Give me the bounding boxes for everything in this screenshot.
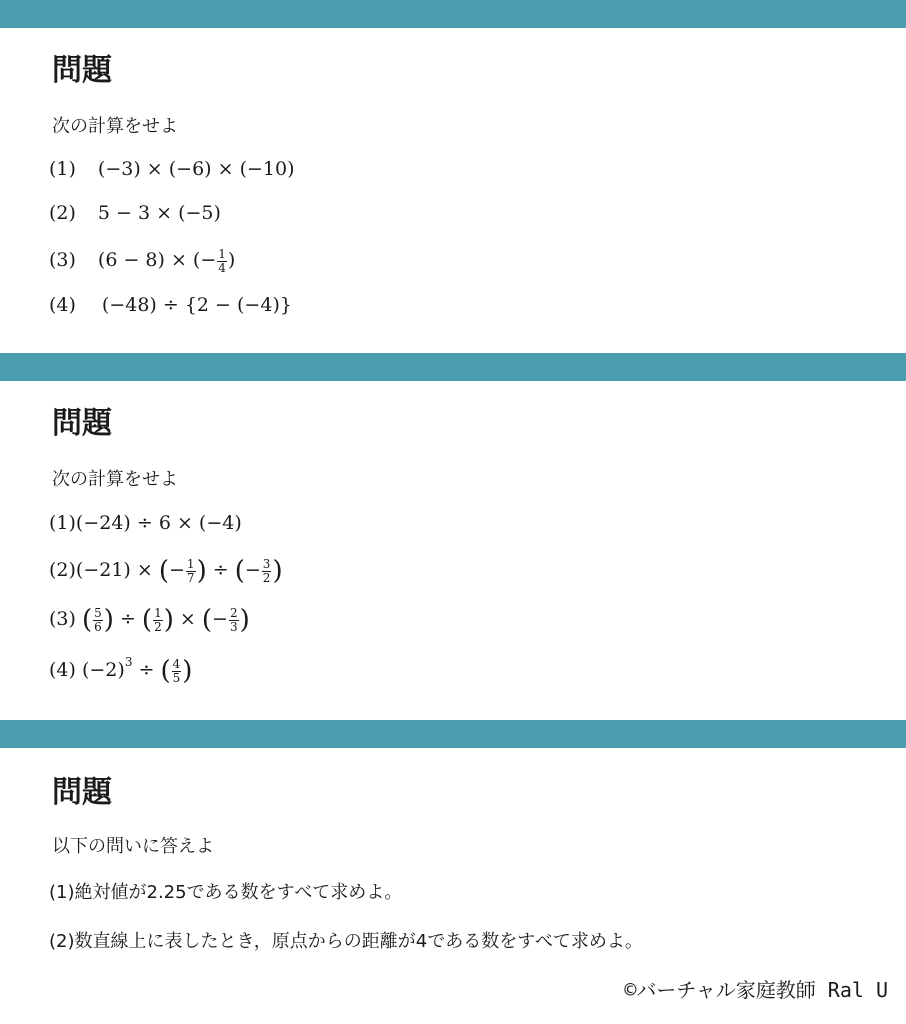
problem-expression-pre: (6 − 8) × (− [97,249,217,272]
fraction: $\frac{1}{2}$ [154,606,162,634]
problem-label: (1) [49,512,76,534]
section-2-band [0,353,906,381]
problem-2-2: (2)(−21) × (− $\frac{1}{7}$ ) ÷ (− $\frac{3}{2}$ ) [49,556,283,587]
problem-expression: 5 − 3 × (−5) [97,202,221,224]
problem-1-1 [49,160,295,179]
problem-expression-post: ) [227,249,236,272]
section-3-instruction: 以下の問いに答えよ [52,836,214,857]
problem-expression: (−24) ÷ 6 × (−4) [75,512,242,534]
problem-1-3 [49,248,235,274]
problem-label: (2) [49,202,76,224]
operator: ÷ [206,559,235,582]
section-3-band [0,720,906,748]
problem-expression: (−3) × (−6) × (−10) [97,158,295,180]
problem-label: (4) [49,294,76,316]
problem-label: (1) [49,158,76,180]
problem-1-2 [49,204,221,223]
problem-label: (3) [49,249,76,272]
power-base: (−2) [81,659,125,681]
section-1-title: 問題 [52,53,112,88]
power-exponent: 3 [124,655,133,669]
credit-text: ©バーチャル家庭教師 Ral U [624,978,888,1002]
problem-label: (3) [49,608,76,631]
fraction: $\frac{5}{6}$ [94,606,102,634]
fraction: $\frac{2}{3}$ [229,606,238,634]
fraction: $\frac{1}{4}$ [218,247,226,275]
problem-1-4 [49,296,292,315]
operator: ÷ [132,659,161,681]
section-3-title: 問題 [52,775,112,810]
problem-2-4: (4) $(-2)^3$ ÷ ( $\frac{4}{5}$ ) [49,655,193,686]
problem-2-1 [49,514,242,533]
question-3-1: (1)絶対値が2.25である数をすべて求めよ。 [49,882,403,903]
section-2-instruction: 次の計算をせよ [52,469,178,490]
problem-expression-pre: (−21) × [75,559,159,582]
question-3-2: (2)数直線上に表したとき，原点からの距離が4である数をすべて求めよ。 [49,931,643,952]
operator: × [173,608,202,631]
fraction: $\frac{3}{2}$ [262,557,271,585]
problem-expression: (−48) ÷ {2 − (−4)} [101,294,292,316]
section-1-band [0,0,906,28]
operator: ÷ [113,608,142,631]
problem-label: (2) [49,559,76,582]
problem-2-3: (3) ( $\frac{5}{6}$ ) ÷ ( $\frac{1}{2}$ ) × (− $\frac{2}{3}$ ) [49,605,250,636]
problem-label: (4) [49,659,76,681]
fraction: $\frac{4}{5}$ [172,656,181,685]
section-2-title: 問題 [52,406,112,441]
section-1-instruction: 次の計算をせよ [52,116,178,137]
fraction: $\frac{1}{7}$ [186,557,195,585]
